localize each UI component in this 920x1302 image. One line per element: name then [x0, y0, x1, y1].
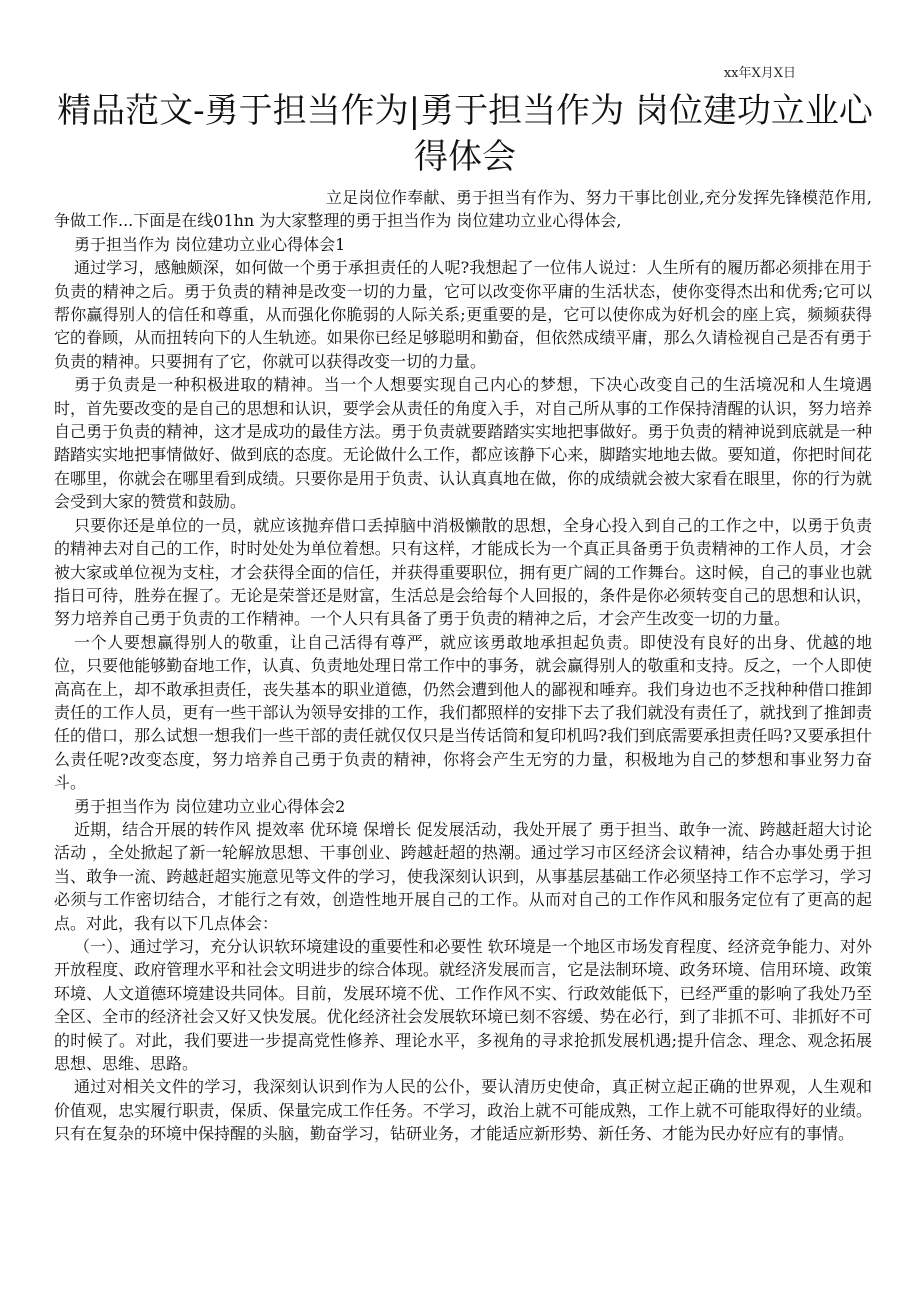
section-1-paragraph-3: 只要你还是单位的一员，就应该抛弃借口丢掉脑中消极懒散的思想，全身心投入到自己的工作之中，以勇于负责的精神去对自己的工作，时时处处为单位着想。只有这样，才能成长为一个真正具备勇于负责精神的工作人员，才会被大家或单位视为支柱，才会获得全面的信任，并获得重要职位，拥有更广阔的工作舞台。这时候，自己的事业也就指日可待，胜券在握了。无论是荣誉还是财富，生活总是会给每个人回报的，条件是你必须转变自己的思想和认识，努力培养自己勇于负责的工作精神。一个人只有具备了勇于负责的精神之后，才会产生改变一切的力量。 [54, 515, 872, 629]
section-2-heading: 勇于担当作为 岗位建功立业心得体会2 [74, 796, 346, 816]
section-1-paragraph-2: 勇于负责是一种积极进取的精神。当一个人想要实现自己内心的梦想，下决心改变自己的生活境况和人生境遇时，首先要改变的是自己的思想和认识，要学会从责任的角度入手，对自己所从事的工作保持清醒的认识，努力培养自己勇于负责的精神，这才是成功的最佳方法。勇于负责就要踏踏实实地把事做好。勇于负责的精神说到底就是一种踏踏实实地把事情做好、做到底的态度。无论做什么工作，都应该静下心来，脚踏实地地去做。要知道，你把时间花在哪里，你就会在哪里看到成绩。只要你是用于负责、认认真真地在做，你的成绩就会被大家看在眼里，你的行为就会受到大家的赞赏和鼓励。 [54, 375, 872, 512]
document-body [54, 186, 872, 1146]
document-date: xx年X月X日 [723, 66, 796, 81]
section-2-paragraph-1: 近期，结合开展的转作风 提效率 优环境 保增长 促发展活动，我处开展了 勇于担当、敢争一流、跨越赶超大讨论活动 ，全处掀起了新一轮解放思想、干事创业、跨越赶超的热潮。通过学习市区经济会议精神，结合办事处勇于担当、敢争一流、跨越赶超实施意见等文件的学习，使我深刻认识到，从事基层基础工作必须坚持工作不忘学习，学习必须与工作密切结合，才能行之有效，创造性地开展自己的工作。从而对自己的工作作风和服务定位有了更高的起点。对此，我有以下几点体会： [54, 819, 872, 933]
section-2-paragraph-2: （一）、通过学习，充分认识软环境建设的重要性和必要性 软环境是一个地区市场发育程度、经济竞争能力、对外开放程度、政府管理水平和社会文明进步的综合体现。就经济发展而言，它是法制环境、政务环境、信用环境、政策环境、人文道德环境建设共同体。目前，发展环境不优、工作作风不实、行政效能低下，已经严重的影响了我处乃至全区、全市的经济社会又好又快发展。优化经济社会发展软环境已刻不容缓、势在必行，到了非抓不可、非抓好不可的时候了。对此，我们要进一步提高党性修养、理论水平，多视角的寻求抢抓发展机遇;提升信念、理念、观念拓展思想、思维、思路。 [54, 937, 872, 1074]
intro-paragraph: 立足岗位作奉献、勇于担当有作为、努力干事比创业,充分发挥先锋模范作用,争做工作...下面是在线01hn 为大家整理的勇于担当作为 岗位建功立业心得体会, [54, 188, 872, 231]
section-2-paragraph-3: 通过对相关文件的学习，我深刻认识到作为人民的公仆，要认清历史使命，真正树立起正确的世界观，人生观和价值观，忠实履行职责，保质、保量完成工作任务。不学习，政治上就不可能成熟，工作上就不可能取得好的业绩。只有在复杂的环境中保持醒的头脑，勤奋学习，钻研业务，才能适应新形势、新任务、才能为民办好应有的事情。 [54, 1077, 872, 1144]
section-1-paragraph-4: 一个人要想赢得别人的敬重，让自己活得有尊严，就应该勇敢地承担起负责。即使没有良好的出身、优越的地位，只要他能够勤奋地工作，认真、负责地处理日常工作中的事务，就会赢得别人的敬重和支持。反之，一个人即使高高在上，却不敢承担责任，丧失基本的职业道德，仍然会遭到他人的鄙视和唾弃。我们身边也不乏找种种借口推卸责任的工作人员，更有一些干部认为领导安排的工作，我们都照样的安排下去了我们就没有责任了，就找到了推卸责任的借口，那么试想一想我们一些干部的责任就仅仅只是当传话筒和复印机吗?我们到底需要承担责任吗?又要承担什么责任呢?改变态度，努力培养自己勇于负责的精神，你将会产生无穷的力量，积极地为自己的梦想和事业努力奋斗。 [54, 632, 872, 793]
section-1-heading: 勇于担当作为 岗位建功立业心得体会1 [74, 234, 346, 254]
document-title: 精品范文-勇于担当作为|勇于担当作为 岗位建功立业心得体会 [57, 91, 873, 177]
section-1-paragraph-1: 通过学习，感触颇深，如何做一个勇于承担责任的人呢?我想起了一位伟人说过：人生所有的履历都必须排在用于负责的精神之后。勇于负责的精神是改变一切的力量，它可以改变你平庸的生活状态，使你变得杰出和优秀;它可以帮你赢得别人的信任和尊重，从而强化你脆弱的人际关系;更重要的是，它可以使你成为好机会的座上宾，频频获得它的眷顾，从而扭转向下的人生轨迹。如果你已经足够聪明和勤奋，但依然成绩平庸，那么久请检视自己是否有勇于负责的精神。只要拥有了它，你就可以获得改变一切的力量。 [54, 258, 872, 371]
